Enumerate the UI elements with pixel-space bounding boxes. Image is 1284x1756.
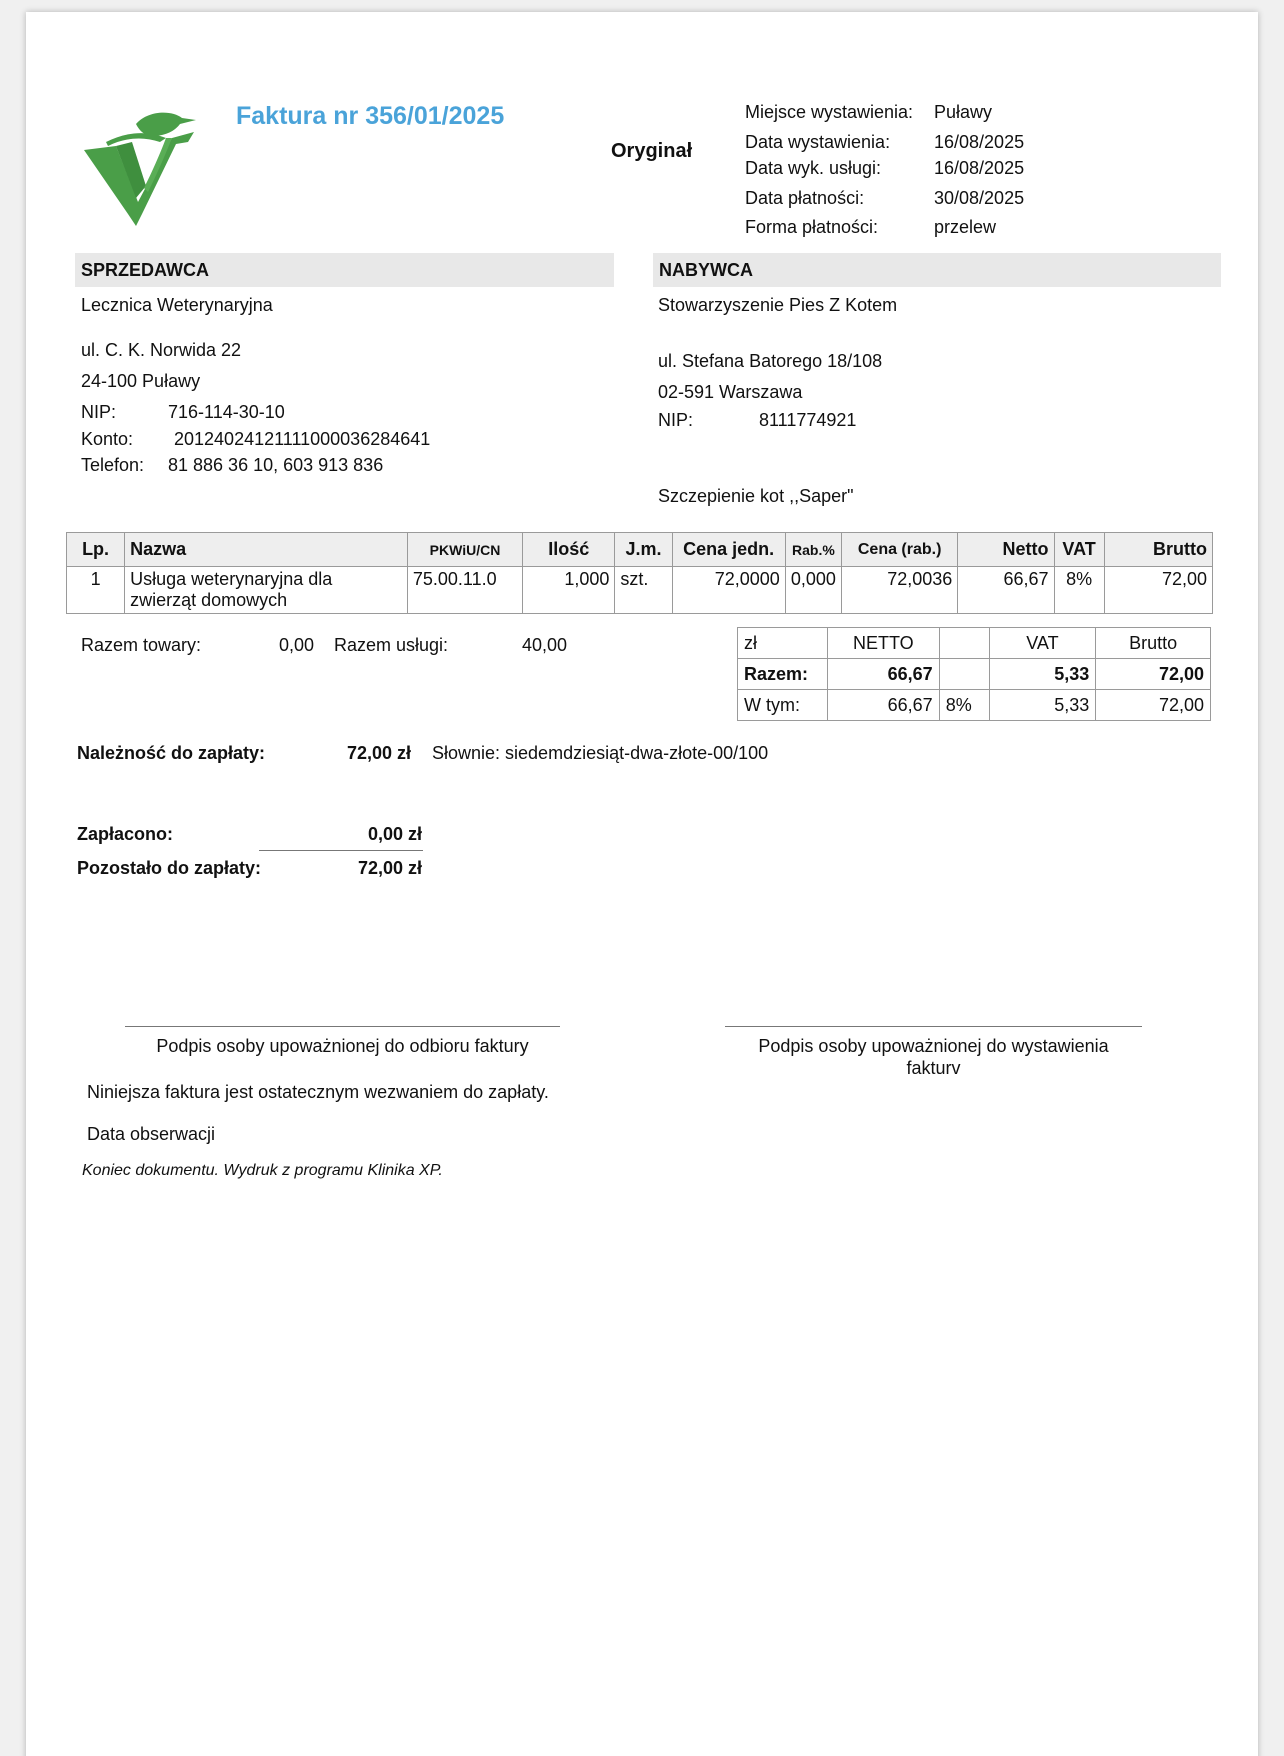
seller-nip-label: NIP: bbox=[81, 402, 117, 422]
invoice-title: Faktura nr 356/01/2025 bbox=[236, 102, 505, 130]
buyer-nip-label: NIP: bbox=[658, 410, 694, 430]
paid-underline bbox=[259, 850, 423, 851]
cell-price-after-discount: 72,0036 bbox=[842, 567, 958, 614]
meta-value-payment-form: przelew bbox=[934, 217, 997, 237]
seller-phone: 81 886 36 10, 603 913 836 bbox=[168, 455, 384, 475]
cell-unit-price: 72,0000 bbox=[672, 567, 785, 614]
goods-total-label: Razem towary: bbox=[81, 635, 202, 655]
buyer-header: NABYWCA bbox=[653, 253, 1221, 287]
col-pkwiu: PKWiU/CN bbox=[407, 533, 522, 567]
final-call-note: Niniejsza faktura jest ostatecznym wezwaniem do zapłaty. bbox=[87, 1082, 549, 1102]
copy-label: Oryginał bbox=[611, 140, 693, 162]
seller-street: ul. C. K. Norwida 22 bbox=[81, 340, 242, 360]
invoice-page bbox=[26, 12, 1258, 1756]
meta-label-service-date: Data wyk. usługi: bbox=[745, 158, 882, 178]
cell-pkwiu: 75.00.11.0 bbox=[407, 567, 522, 614]
paid-value: 0,00 zł bbox=[367, 824, 422, 844]
vat-summary-table bbox=[737, 627, 1211, 721]
meta-label-place: Miejsce wystawienia: bbox=[745, 102, 914, 122]
seller-city: 24-100 Puławy bbox=[81, 371, 201, 391]
summary-col-vat: VAT bbox=[989, 628, 1096, 659]
col-unit-price: Cena jedn. bbox=[672, 533, 785, 567]
buyer-street: ul. Stefana Batorego 18/108 bbox=[658, 351, 883, 371]
summary-header-row bbox=[738, 628, 1211, 659]
receiver-signature-line bbox=[125, 1026, 560, 1027]
meta-value-place: Puławy bbox=[934, 102, 993, 122]
remaining-value: 72,00 zł bbox=[357, 858, 422, 878]
buyer-name: Stowarzyszenie Pies Z Kotem bbox=[658, 295, 898, 315]
col-unit: J.m. bbox=[615, 533, 672, 567]
summary-including-net: 66,67 bbox=[827, 690, 939, 721]
issuer-signature-caption-line1: Podpis osoby upoważnionej do wystawienia bbox=[758, 1036, 1109, 1056]
paid-label: Zapłacono: bbox=[77, 824, 174, 844]
meta-label-payment-form: Forma płatności: bbox=[745, 217, 879, 237]
meta-label-payment-date: Data płatności: bbox=[745, 188, 865, 208]
meta-value-service-date: 16/08/2025 bbox=[934, 158, 1025, 178]
cell-vat: 8% bbox=[1054, 567, 1104, 614]
services-total-value: 40,00 bbox=[522, 635, 568, 655]
items-header-row bbox=[67, 533, 1213, 567]
buyer-note: Szczepienie kot ,,Saper" bbox=[658, 486, 854, 506]
cell-name-line1: Usługa weterynaryjna dla bbox=[130, 569, 333, 589]
receiver-signature-caption: Podpis osoby upoważnionej do odbioru faktury bbox=[156, 1036, 529, 1056]
cell-gross: 72,00 bbox=[1104, 567, 1212, 614]
meta-value-payment-date: 30/08/2025 bbox=[934, 188, 1025, 208]
cell-net: 66,67 bbox=[958, 567, 1054, 614]
meta-value-issue-date: 16/08/2025 bbox=[934, 132, 1025, 152]
cell-name bbox=[125, 567, 408, 614]
seller-name: Lecznica Weterynaryjna bbox=[81, 295, 273, 315]
buyer-city: 02-591 Warszawa bbox=[658, 382, 803, 402]
summary-including-label: W tym: bbox=[738, 690, 828, 721]
col-gross: Brutto bbox=[1104, 533, 1212, 567]
amount-in-words: Słownie: siedemdziesiąt-dwa-złote-00/100 bbox=[432, 743, 769, 763]
seller-phone-label: Telefon: bbox=[81, 455, 145, 475]
seller-account-label: Konto: bbox=[81, 429, 134, 449]
seller-nip: 716-114-30-10 bbox=[168, 402, 285, 422]
summary-including-gross: 72,00 bbox=[1096, 690, 1211, 721]
col-lp: Lp. bbox=[67, 533, 125, 567]
amount-due-label: Należność do zapłaty: bbox=[77, 743, 266, 763]
services-total-label: Razem usługi: bbox=[334, 635, 449, 655]
summary-including-row bbox=[738, 690, 1211, 721]
col-price-after-discount: Cena (rab.) bbox=[842, 533, 958, 567]
summary-total-vat: 5,33 bbox=[989, 659, 1096, 690]
col-name: Nazwa bbox=[125, 533, 408, 567]
cell-unit: szt. bbox=[615, 567, 672, 614]
goods-total-value: 0,00 bbox=[279, 635, 315, 655]
col-vat: VAT bbox=[1054, 533, 1104, 567]
cell-name-line2: zwierząt domowych bbox=[130, 590, 288, 610]
amount-due-value: 72,00 zł bbox=[347, 743, 412, 763]
cell-lp: 1 bbox=[67, 567, 125, 614]
seller-account: 20124024121111000036284641 bbox=[174, 429, 431, 449]
meta-label-issue-date: Data wystawienia: bbox=[745, 132, 891, 152]
summary-including-rate: 8% bbox=[939, 690, 989, 721]
summary-total-rate bbox=[939, 659, 989, 690]
summary-total-gross: 72,00 bbox=[1096, 659, 1211, 690]
cell-qty: 1,000 bbox=[523, 567, 615, 614]
table-row bbox=[67, 567, 1213, 614]
summary-col-net: NETTO bbox=[827, 628, 939, 659]
remaining-label: Pozostało do zapłaty: bbox=[77, 858, 262, 878]
clinic-logo bbox=[76, 102, 206, 232]
summary-total-label: Razem: bbox=[738, 659, 828, 690]
col-qty: Ilość bbox=[523, 533, 615, 567]
summary-total-row bbox=[738, 659, 1211, 690]
observation-date-label: Data obserwacji bbox=[87, 1124, 216, 1144]
summary-col-currency: zł bbox=[738, 628, 828, 659]
summary-including-vat: 5,33 bbox=[989, 690, 1096, 721]
issuer-signature-line bbox=[725, 1026, 1142, 1027]
cell-discount: 0,000 bbox=[785, 567, 841, 614]
issuer-signature-caption-line2: fakturv bbox=[906, 1058, 961, 1078]
items-table bbox=[66, 532, 1213, 614]
summary-total-net: 66,67 bbox=[827, 659, 939, 690]
seller-header: SPRZEDAWCA bbox=[75, 253, 614, 287]
col-net: Netto bbox=[958, 533, 1054, 567]
buyer-nip: 8111774921 bbox=[759, 410, 857, 430]
summary-col-gross: Brutto bbox=[1096, 628, 1211, 659]
col-discount: Rab.% bbox=[785, 533, 841, 567]
summary-col-rate bbox=[939, 628, 989, 659]
end-of-document-note: Koniec dokumentu. Wydruk z programu Klinika XP. bbox=[82, 1162, 443, 1179]
